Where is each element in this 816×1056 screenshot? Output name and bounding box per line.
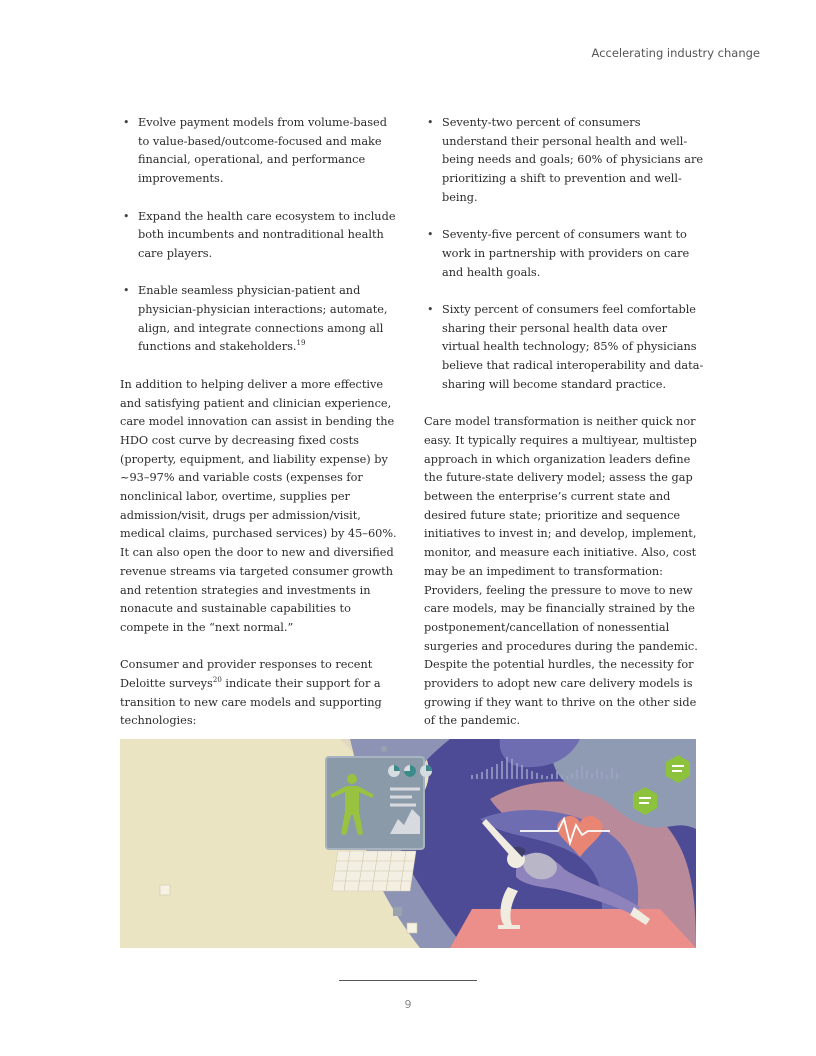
yoga-mat — [450, 909, 696, 948]
body-paragraph: Care model transformation is neither quick nor easy. It typically requires a multiyear, multistep approach in which organization leaders define the future-state delivery model; assess the gap between the enterprise’s current state and desired future state; prioritize and sequence initiatives to invest in; and develop, implement, monitor, and measure each initiative. Also, cost may be an impediment to transformation: Providers, feeling the pressure to move to new care models, may be financially strained by the postponement/cancellation of nonessential surgeries and procedures during the pandemic. Despite the potential hurdles, the necessity for providers to adopt new care delivery models is growing if they want to thrive on the other side of the pandemic. — [424, 415, 698, 728]
list-item-text: Enable seamless physician-patient and physician-physician interactions; automate, align, and integrate connections among all functions and stakeholders. — [138, 284, 388, 354]
floating-square — [393, 907, 402, 916]
health-illustration — [120, 739, 696, 948]
left-bullet-list — [120, 114, 400, 357]
right-column — [424, 114, 704, 750]
list-item: • Expand the health care ecosystem to include both incumbents and nontraditional health care players. — [120, 208, 400, 264]
list-item — [120, 282, 400, 357]
body-paragraph — [120, 656, 400, 731]
body-paragraph: In addition to helping deliver a more effective and satisfying patient and clinician experience, care model innovation can assist in bending the HDO cost curve by decreasing fixed costs (property, equipment, and liability expense) by ~93–97% and variable costs (expenses for nonclinical labor, overtime, supplies per admission/visit, drugs per admission/visit, medical claims, purchased services) by 45–60%. It can also open the door to new and diversified revenue streams via targeted consumer growth and retention strategies and investments in nonacute and sustainable capabilities to compete in the “next normal.” — [120, 377, 397, 634]
page-number: 9 — [404, 998, 412, 1011]
list-item: • Evolve payment models from volume-based to value-based/outcome-focused and make financial, operational, and performance improvements. — [120, 114, 400, 189]
footnote-marker: 19 — [296, 339, 306, 348]
left-column — [120, 114, 400, 750]
floating-square — [407, 923, 417, 933]
paragraph-text: indicate their support for a transition to new care models and supporting technologies: — [120, 677, 382, 728]
list-item: • Seventy-two percent of consumers understand their personal health and well-being needs and goals; 60% of physicians are prioritizing a shift to prevention and well-being. — [424, 114, 704, 208]
right-bullet-list — [424, 114, 704, 395]
running-header: Accelerating industry change — [591, 46, 760, 60]
floating-square — [160, 885, 170, 895]
paragraph-text: Consumer and provider responses to recent Deloitte surveys — [120, 658, 373, 691]
footer-rule — [339, 980, 477, 981]
gauge-icons — [388, 765, 432, 777]
illustration-graphic — [120, 739, 696, 948]
list-item: • Sixty percent of consumers feel comfortable sharing their personal health data over virtual health technology; 85% of physicians believe that radical interoperability and data-sharing will become standard practice. — [424, 301, 704, 395]
list-item: • Seventy-five percent of consumers want to work in partnership with providers on care and health goals. — [424, 226, 704, 282]
footnote-marker: 20 — [212, 676, 222, 685]
